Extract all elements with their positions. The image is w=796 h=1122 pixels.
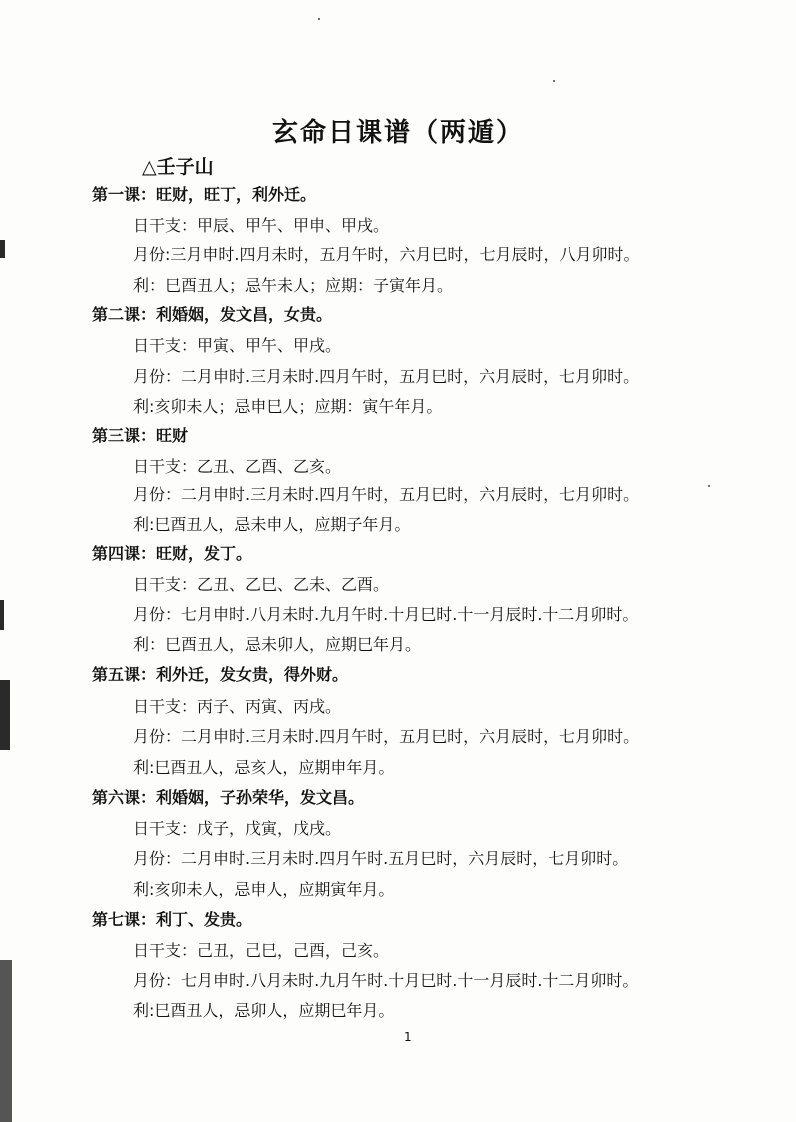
lesson-months: 月份：七月申时.八月未时.九月午时.十月巳时.十一月辰时.十二月卯时。 xyxy=(133,971,639,990)
lesson-months: 月份：二月申时.三月未时.四月午时.五月巳时，六月辰时，七月卯时。 xyxy=(133,849,629,868)
lesson-heading: 第一课：旺财，旺丁，利外迁。 xyxy=(92,185,317,204)
lesson-benefit: 利:亥卯未人，忌申人，应期寅年月。 xyxy=(133,880,395,899)
lesson-ganzhi: 日干支：丙子、丙寅、丙戌。 xyxy=(133,697,342,716)
page-number: 1 xyxy=(404,1030,412,1044)
lesson-heading: 第三课：旺财 xyxy=(92,426,189,445)
lesson-months: 月份：二月申时.三月未时.四月午时，五月巳时，六月辰时，七月卯时。 xyxy=(133,367,640,386)
lesson-benefit: 利：巳酉丑人；忌午未人；应期：子寅年月。 xyxy=(133,276,454,295)
lesson-ganzhi: 日干支：甲辰、甲午、甲申、甲戌。 xyxy=(133,216,390,235)
lesson-heading: 第七课：利丁、发贵。 xyxy=(92,910,253,929)
lesson-ganzhi: 日干支：己丑，己巳，己酉，己亥。 xyxy=(133,941,390,960)
scan-edge-mark xyxy=(0,960,12,1122)
scan-edge-mark xyxy=(0,600,4,630)
lesson-months: 月份:三月申时.四月未时，五月午时，六月巳时，七月辰时，八月卯时。 xyxy=(133,245,640,264)
lesson-months: 月份：二月申时.三月未时.四月午时，五月巳时，六月辰时，七月卯时。 xyxy=(133,727,640,746)
scan-speck xyxy=(553,80,555,82)
scan-speck xyxy=(318,18,320,20)
document-title: 玄命日课谱（两遁） xyxy=(271,118,524,148)
lesson-heading: 第二课：利婚姻，发文昌，女贵。 xyxy=(92,305,333,324)
lesson-benefit: 利:亥卯未人；忌申巳人；应期：寅午年月。 xyxy=(133,397,443,416)
lesson-heading: 第四课：旺财，发丁。 xyxy=(92,544,253,563)
lesson-benefit: 利:巳酉丑人，忌未申人，应期子年月。 xyxy=(133,515,411,534)
scan-edge-mark xyxy=(0,680,10,750)
scan-speck xyxy=(708,485,710,487)
lesson-heading: 第六课：利婚姻，子孙荣华，发文昌。 xyxy=(92,788,365,807)
lesson-ganzhi: 日干支：戊子，戊寅，戊戌。 xyxy=(133,819,342,838)
lesson-ganzhi: 日干支：甲寅、甲午、甲戌。 xyxy=(133,336,342,355)
lesson-months: 月份：七月申时.八月未时.九月午时.十月巳时.十一月辰时.十二月卯时。 xyxy=(133,605,639,624)
lesson-ganzhi: 日干支：乙丑、乙巳、乙未、乙酉。 xyxy=(133,575,390,594)
lesson-ganzhi: 日干支：乙丑、乙酉、乙亥。 xyxy=(133,457,342,476)
lesson-benefit: 利:巳酉丑人，忌卯人，应期巳年月。 xyxy=(133,1001,395,1020)
lesson-months: 月份：二月申时.三月未时.四月午时，五月巳时，六月辰时，七月卯时。 xyxy=(133,485,640,504)
scan-edge-mark xyxy=(0,240,5,258)
lesson-benefit: 利:巳酉丑人，忌亥人，应期申年月。 xyxy=(133,758,395,777)
lesson-benefit: 利：巳酉丑人，忌未卯人，应期巳年月。 xyxy=(133,635,422,654)
lesson-heading: 第五课：利外迁，发女贵，得外财。 xyxy=(92,665,349,684)
section-heading: △壬子山 xyxy=(142,156,214,178)
